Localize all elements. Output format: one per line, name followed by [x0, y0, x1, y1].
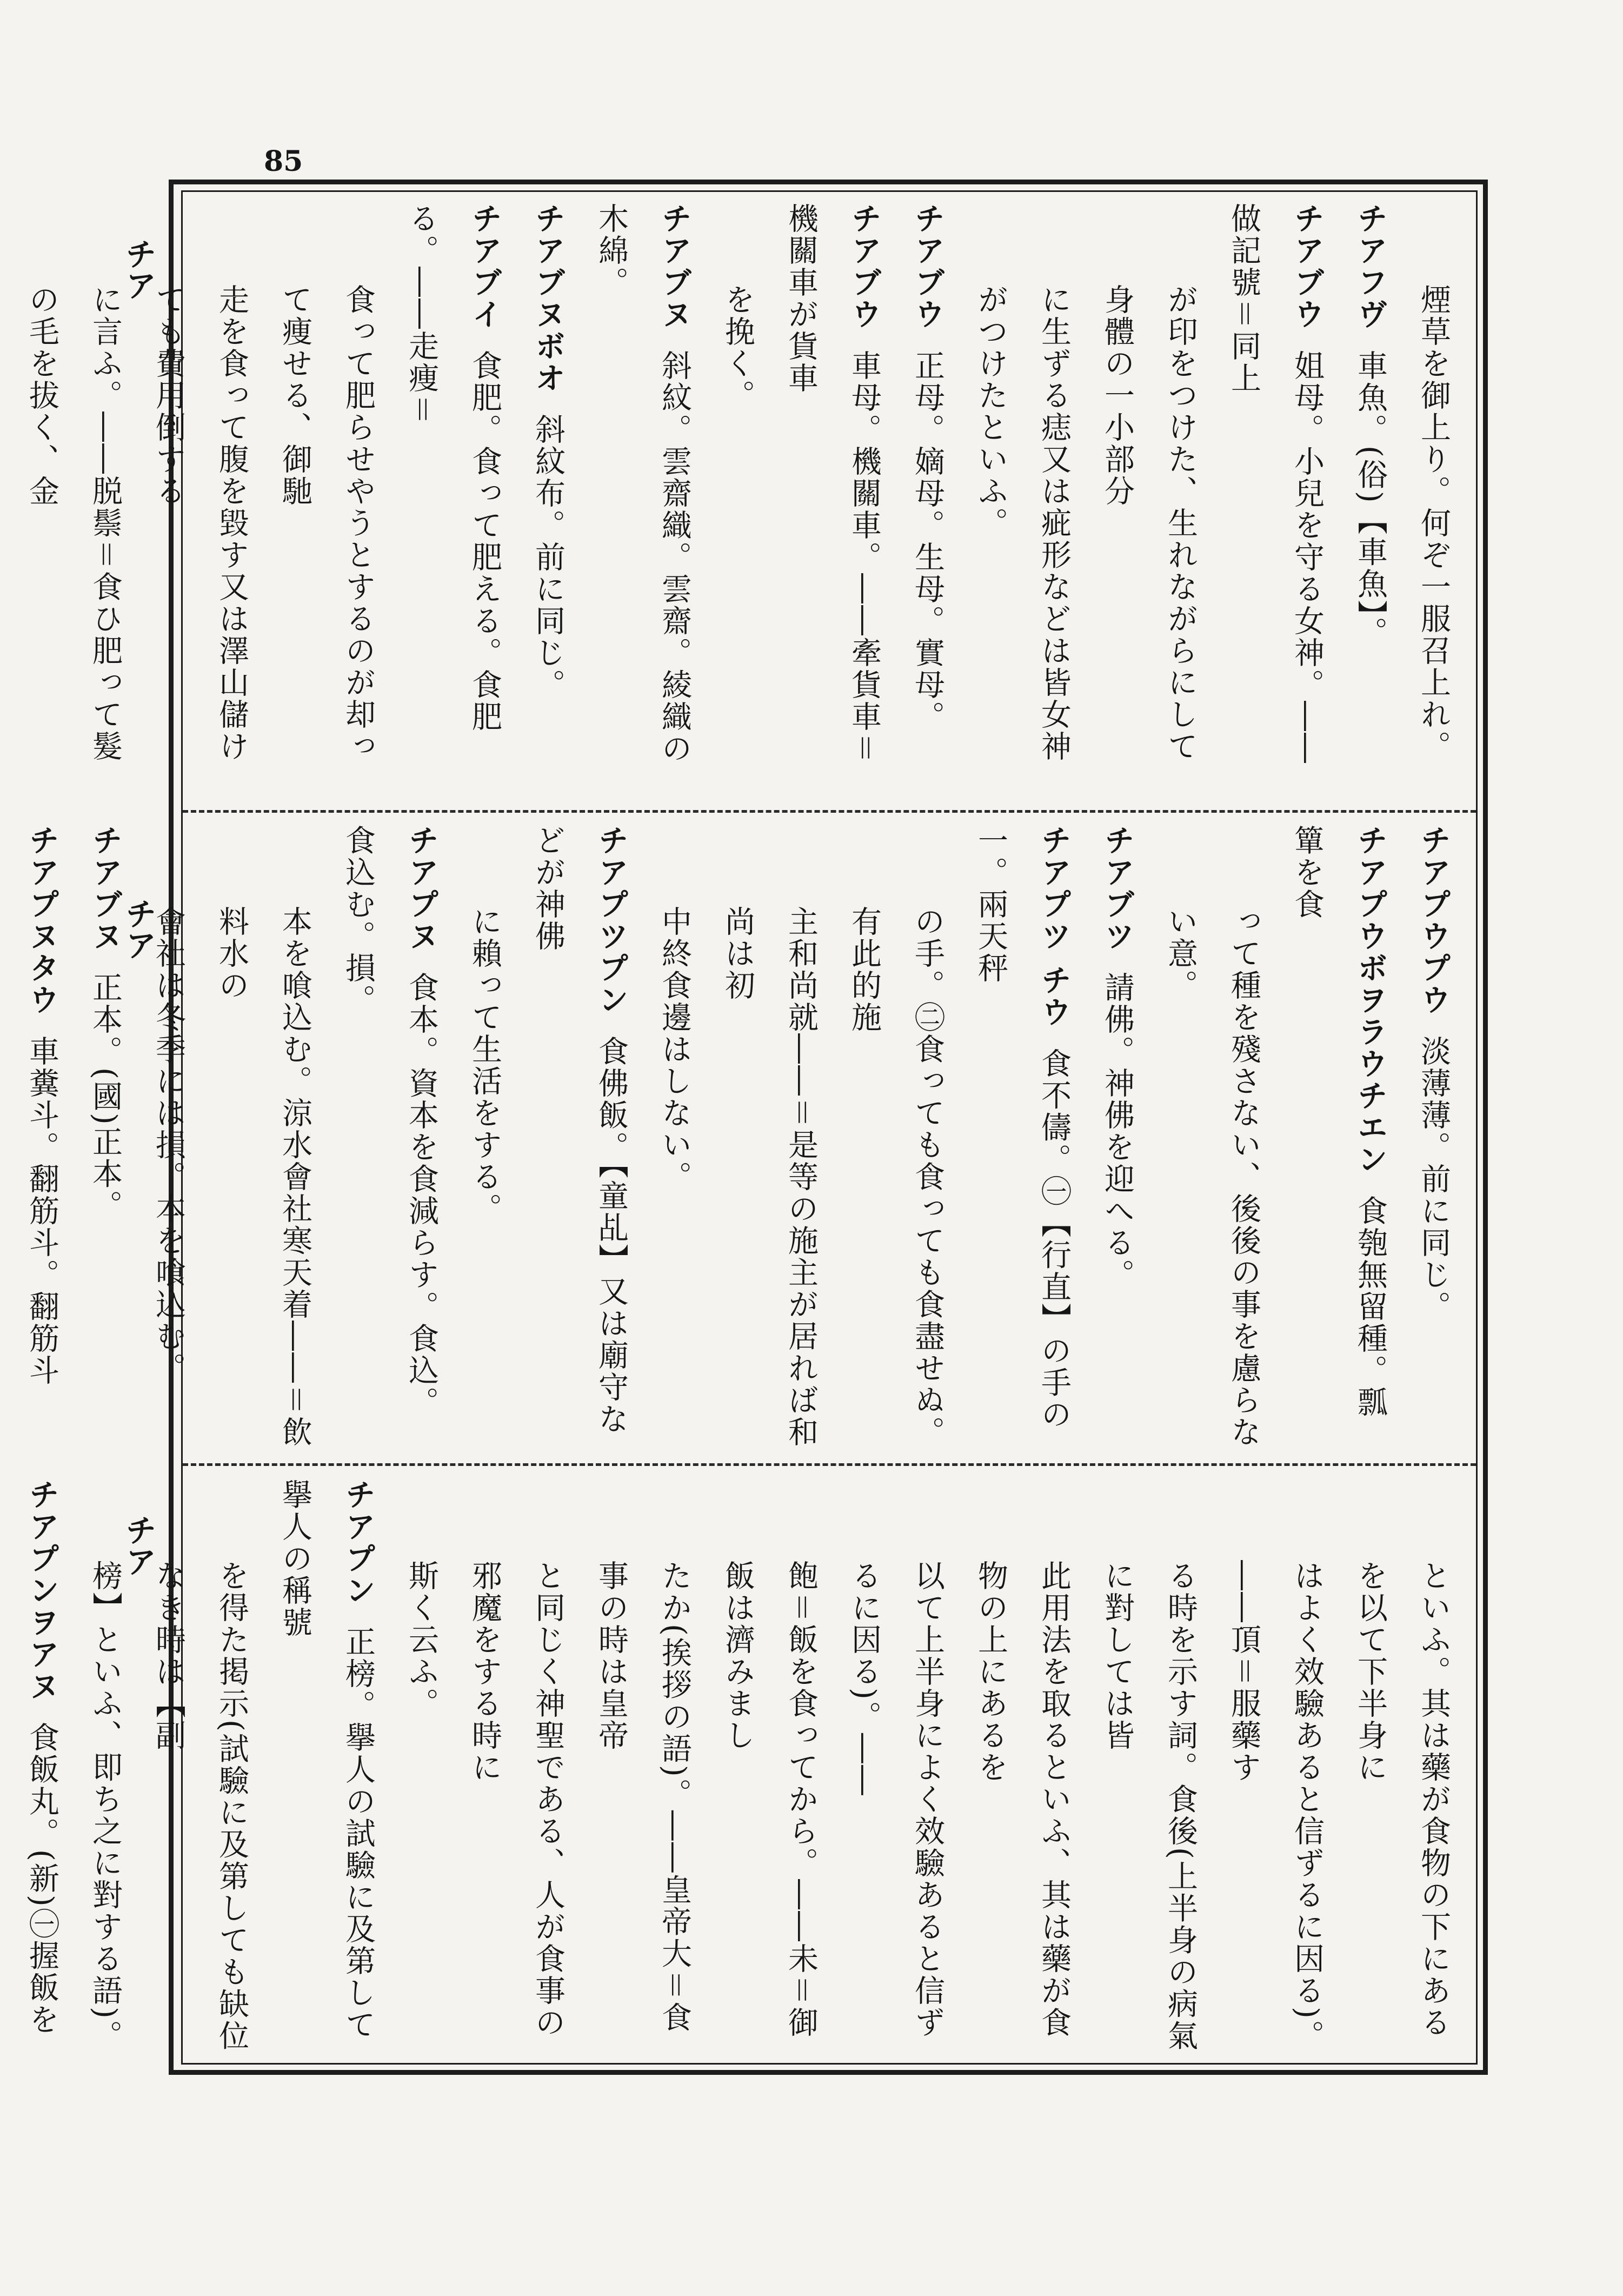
entry-headword: チアブヌボオ: [530, 203, 566, 394]
entry-text: 正母。嫡母。生母。實母。: [910, 350, 945, 733]
dictionary-entry: [263, 1479, 390, 2055]
section-columns: [24, 825, 1465, 1449]
dictionary-entry: [896, 203, 959, 789]
entry-headword: チアプウボヲラウチエン: [1353, 825, 1388, 1176]
side-marker-top: チア: [120, 238, 157, 301]
entry-headword: チアブウ: [1289, 203, 1325, 330]
entry-continuation: [1086, 203, 1212, 789]
entry-headword: チアブツ: [1100, 825, 1135, 952]
entry-continuation: [1149, 825, 1275, 1449]
entry-text: が印をつけた、生れながらにして身體の一小部分: [1100, 284, 1198, 762]
entry-text: に賴って生活をする。: [467, 906, 502, 1225]
entry-continuation: [0, 203, 10, 789]
dictionary-entry: [580, 203, 706, 789]
entry-text: 以て上半身によく效驗あると信ずるに因る)。――: [847, 1560, 945, 2039]
entry-continuation: [1402, 203, 1465, 789]
dictionary-section-bottom: [24, 1479, 1465, 2055]
entry-text: 車糞斗。翻筋斗。翻筋斗: [24, 1036, 59, 1386]
dictionary-entry: [0, 825, 74, 1449]
entry-continuation: [263, 203, 390, 789]
dictionary-entry: [1402, 825, 1465, 1449]
entry-continuation: [453, 1479, 580, 2055]
entry-continuation: [1339, 1479, 1465, 2055]
entry-text: 食不儔。㊀【行直】の手の一。兩天秤: [973, 825, 1072, 1431]
entry-text: 會社は冬季には損。本を喰込む。: [151, 906, 186, 1384]
entry-text: を挽く。: [720, 284, 755, 412]
side-marker-bottom: チア: [120, 1514, 157, 1577]
entry-continuation: [580, 1479, 706, 2055]
entry-continuation: [706, 825, 833, 1449]
entry-text: 正本。(國)正本。: [88, 972, 123, 1222]
dictionary-entry: [1339, 203, 1402, 789]
entry-continuation: [1212, 1479, 1339, 2055]
entry-text: 本を喰込む。涼水會社寒天着――＝飲料水の: [214, 906, 312, 1448]
entry-text: 食本。資本を食減らす。食込。食込む。損。: [341, 825, 439, 1418]
entry-text: る時を示す詞。食後(上半身の病氣に對しては皆: [1100, 1560, 1198, 2052]
entry-continuation: [137, 203, 263, 789]
entry-continuation: [137, 825, 200, 1449]
entry-text: 食って肥らせやうとするのが却って痩せる、御馳: [277, 284, 376, 762]
entry-continuation: [833, 1479, 959, 2055]
entry-headword: チアブイ: [467, 203, 502, 330]
entry-continuation: [200, 825, 327, 1449]
entry-text: 食佛飯。【童乩】又は廟守などが神佛: [530, 825, 629, 1435]
entry-headword: チアブウ: [910, 203, 945, 330]
entry-text: 斜紋。雲齋織。雲齋。綾織の木綿。: [594, 203, 692, 765]
entry-text: 斜紋布。前に同じ。: [530, 414, 566, 701]
entry-text: 斯く云ふ。: [404, 1560, 439, 1720]
dictionary-entry: [327, 825, 453, 1449]
entry-headword: チアプン: [341, 1479, 376, 1607]
entry-continuation: [833, 825, 959, 1449]
entry-text: 走を食って腹を毀す又は澤山儲けても費用倒する: [151, 284, 249, 762]
entry-headword: チアフヴ: [1353, 203, 1388, 330]
dictionary-entry: [74, 825, 137, 1449]
entry-text: といふ。其は藥が食物の下にあるを以て下半身に: [1353, 1560, 1451, 2039]
entry-text: はよく效驗あると信ずるに因る)。――頂＝服藥す: [1226, 1560, 1325, 2052]
entry-continuation: [706, 203, 769, 789]
entry-text: 車母。機關車。――牽貨車＝機關車が貨車: [783, 203, 882, 765]
entry-headword: チアブウ: [847, 203, 882, 330]
entry-text: に言ふ。――脱鬃＝食ひ肥って髮の毛を拔く、金: [24, 284, 123, 762]
entry-text: 請佛。神佛を迎へる。: [1100, 972, 1135, 1291]
entry-text: 煙草を御上り。何ぞ一服召上れ。: [1416, 284, 1451, 762]
entry-continuation: [453, 825, 516, 1449]
dictionary-section-top: [24, 203, 1465, 789]
entry-text: 飽＝飯を食ってから。――未＝御飯は濟みまし: [720, 1560, 819, 2039]
dictionary-entry: [0, 1479, 74, 2055]
dictionary-entry: [390, 203, 516, 789]
entry-text: 食肥。食って肥える。食肥る。――走痩＝: [404, 203, 502, 733]
dictionary-entry: [769, 203, 896, 789]
entry-continuation: [643, 825, 706, 1449]
entry-headword: チアプツ チウ: [1036, 825, 1072, 1028]
entry-headword: チアブヌ: [88, 825, 123, 952]
entry-text: に生ずる痣又は疵形などは皆女神がつけたといふ。: [973, 284, 1072, 762]
entry-headword: チアプヌタウ: [24, 825, 59, 1016]
entry-text: と同じく神聖である、人が食事の邪魔をする時に: [467, 1560, 566, 2039]
entry-text: を得た掲示(試驗に及第しても缺位なき時は【副: [151, 1560, 249, 2052]
entry-continuation: [137, 1479, 263, 2055]
entry-text: たか(挨拶の語)。――皇帝大＝食事の時は皇帝: [594, 1560, 692, 2034]
entry-text: 榜】といふ、即ち之に對する語)。: [88, 1560, 123, 2052]
entry-text: 正榜。擧人の試驗に及第して擧人の稱號: [277, 1479, 376, 2041]
section-columns: [24, 203, 1465, 789]
entry-text: って種を殘さない、後後の事を慮らない意。: [1163, 906, 1261, 1448]
entry-text: 姐母。小兒を守る女神。――做記號＝同上: [1226, 203, 1325, 765]
entry-text: 食飯丸。(新)㊀握飯を: [24, 1722, 59, 2036]
entry-headword: チアプウプウ: [1416, 825, 1451, 1016]
entry-text: 主和尚就――＝是等の施主が居れば和尚は初: [720, 906, 819, 1448]
entry-headword: チアブヌ: [657, 203, 692, 330]
entry-continuation: [959, 1479, 1086, 2055]
dictionary-entry: [1212, 203, 1339, 789]
page-number: 85: [264, 145, 303, 178]
side-marker-middle: チア: [120, 898, 157, 960]
entry-text: 食匏無留種。瓢簞を食: [1289, 825, 1388, 1418]
dictionary-section-middle: [24, 825, 1465, 1449]
entry-text: 中終食邊はしない。: [657, 906, 692, 1193]
entry-headword: チアプヌ: [404, 825, 439, 952]
entry-continuation: [1086, 1479, 1212, 2055]
entry-continuation: [706, 1479, 833, 2055]
section-divider: [183, 810, 1476, 813]
dictionary-entry: [959, 825, 1086, 1449]
dictionary-entry: [1086, 825, 1149, 1449]
dictionary-entry: [516, 825, 643, 1449]
entry-continuation: [390, 1479, 453, 2055]
entry-headword: チアプンヲアヌ: [24, 1479, 59, 1702]
entry-continuation: [74, 1479, 137, 2055]
entry-text: 車魚。(俗)【車魚】。: [1353, 350, 1388, 649]
section-columns: [24, 1479, 1465, 2055]
entry-text: 淡薄薄。前に同じ。: [1416, 1036, 1451, 1323]
dictionary-entry: [1275, 825, 1402, 1449]
entry-text: 此用法を取るといふ、其は藥が食物の上にあるを: [973, 1560, 1072, 2039]
dictionary-entry: [516, 203, 580, 789]
entry-continuation: [10, 203, 137, 789]
section-divider: [183, 1463, 1476, 1466]
entry-headword: チアプツプン: [594, 825, 629, 1016]
entry-continuation: [959, 203, 1086, 789]
entry-text: の手。㊁食っても食っても食盡せぬ。有此的施: [847, 906, 945, 1448]
